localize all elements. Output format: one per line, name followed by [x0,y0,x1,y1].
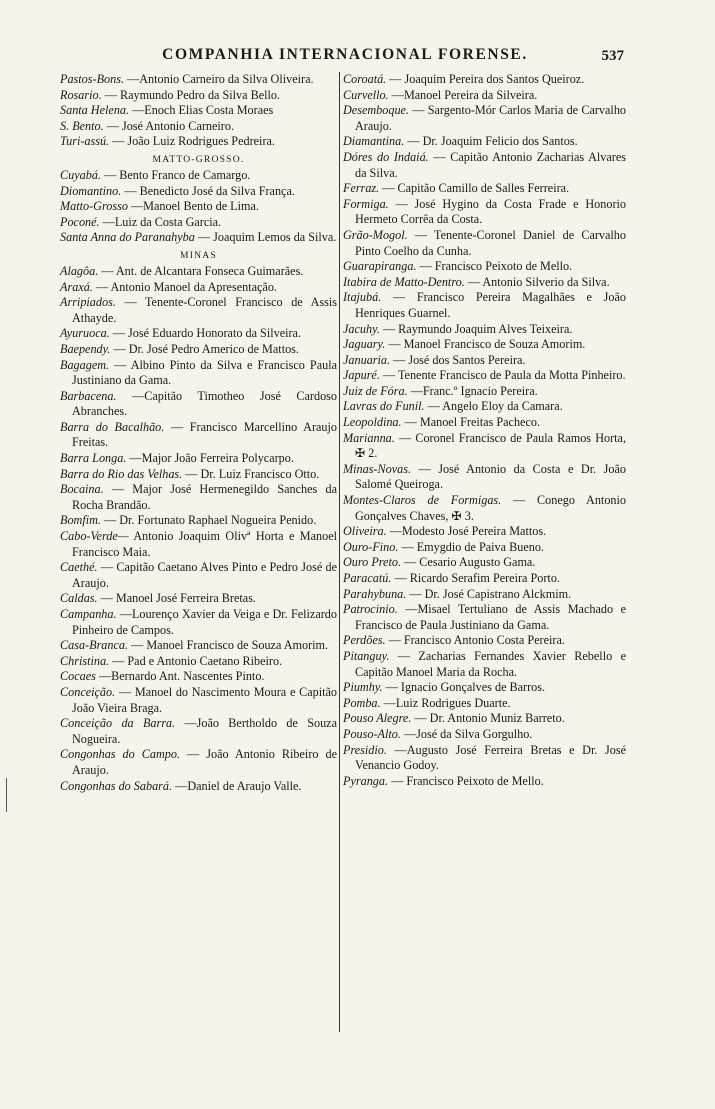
entry-place: Congonhas do Sabará. [60,778,173,793]
entry-names: — Dr. José Pedro Americo de Mattos. [113,341,299,356]
entry-place: Grão-Mogol. [343,227,408,242]
entry-names: — Pad e Antonio Caetano Ribeiro. [112,653,283,668]
entry-place: Ouro Preto. [343,555,401,570]
entry-names: — Ant. de Alcantara Fonseca Guimarães. [101,263,304,278]
directory-entry [60,280,337,296]
entry-place: Pitanguy. [343,648,390,663]
directory-entry [60,230,337,246]
entry-place: Turi-assú. [60,134,110,149]
entry-names: —Capitão Timotheo José Cardoso Abranches. [72,388,338,419]
entry-names: — Manoel do Nascimento Moura e Capitão João Vieira Braga. [72,684,338,715]
entry-place: Jaguary. [343,337,386,352]
entry-names: — Emygdio de Paiva Bueno. [401,539,544,554]
directory-entry [60,389,337,420]
entry-place: Coroatá. [343,72,387,86]
directory-entry [60,467,337,483]
entry-place: Cabo-Verde— [60,529,129,544]
entry-names: — Francisco Marcellino Araujo Freitas. [72,419,338,450]
directory-entry [60,295,337,326]
directory-entry [60,779,337,795]
entry-place: Montes-Claros de Formigas. [343,493,502,508]
entry-place: Diomantino. [60,183,122,198]
directory-entry [343,368,626,384]
directory-entry [60,168,337,184]
directory-entry [343,555,626,571]
page-number: 537 [601,48,624,64]
directory-entry [343,103,626,134]
directory-entry [60,747,337,778]
directory-entry [60,215,337,231]
entry-place: Ferraz. [343,181,380,196]
directory-entry [343,181,626,197]
entry-place: Santa Anna do Paranahyba [60,230,195,245]
directory-entry [60,669,337,685]
entry-names: — Cesario Augusto Gama. [404,555,536,570]
entry-place: Pastos-Bons. [60,72,124,86]
entry-place: Juiz de Fóra. [343,383,408,398]
entry-names: — Dr. Fortunato Raphael Nogueira Penido. [104,513,317,528]
directory-entry [343,680,626,696]
entry-place: Minas-Novas. [343,461,412,476]
entry-place: Pyranga. [343,773,389,788]
entry-names: — Benedicto José da Silva França. [124,183,295,198]
entry-names: — Tenente Francisco de Paula da Motta Pinheiro. [382,368,626,383]
directory-entry [60,513,337,529]
entry-place: Barbacena. [60,388,117,403]
section-heading: MATTO-GROSSO. [152,153,245,165]
entry-names: — Manoel Francisco de Souza Amorim. [388,337,586,352]
entry-place: Leopoldina. [343,415,402,430]
entry-names: — José Eduardo Honorato da Silveira. [112,326,301,341]
entry-place: Bagagem. [60,357,110,372]
entry-names: — João Luiz Rodrigues Pedreira. [112,134,275,149]
entry-place: Dóres do Indaiá. [343,149,429,164]
right-column [343,72,626,789]
directory-entry [343,540,626,556]
entry-names: —Luiz da Costa Garcia. [102,214,222,229]
directory-entry [60,264,337,280]
entry-place: Baependy. [60,341,111,356]
entry-place: Januaria. [343,352,391,367]
entry-place: Guarapiranga. [343,259,417,274]
directory-entry [60,420,337,451]
directory-entry [343,727,626,743]
directory-entry [60,119,337,135]
entry-names: —Major João Ferreira Polycarpo. [129,451,294,466]
entry-place: Perdões. [343,633,386,648]
entry-place: Formiga. [343,196,389,211]
entry-names: —José da Silva Gorgulho. [403,726,533,741]
entry-place: Paracatú. [343,571,392,585]
entry-names: — Tenente-Coronel Francisco de Assis Athayde. [72,295,337,325]
directory-entry [343,384,626,400]
entry-place: Oliveira. [343,524,387,539]
directory-entry [343,633,626,649]
directory-entry [60,184,337,200]
margin-mark [6,778,7,812]
entry-place: Jacuhy. [343,321,380,336]
entry-names: —Enoch Elias Costa Moraes [132,103,274,118]
entry-names: — Capitão Antonio Zacharias Alvares da Silva. [355,149,626,180]
directory-entry [343,524,626,540]
entry-place: S. Bento. [60,118,104,133]
entry-names: — Francisco Pereira Magalhães e João Henriques Guarnel. [355,290,626,320]
entry-place: Parahybuna. [343,586,407,601]
entry-names: — Dr. Joaquim Felicio dos Santos. [407,134,578,149]
entry-names: Antonio Joaquim Olivª Horta e Manoel Francisco Maia. [72,529,338,559]
directory-entry [60,716,337,747]
page-title: COMPANHIA INTERNACIONAL FORENSE. [162,46,528,63]
directory-entry [343,743,626,774]
entry-names: — Albino Pinto da Silva e Francisco Paula Justiniano da Gama. [72,357,338,388]
directory-entry [343,228,626,259]
directory-entry [343,72,626,88]
entry-place: Barra do Rio das Velhas. [60,466,183,481]
entry-names: — Conego Antonio Gonçalves Chaves, ✠ 3. [355,493,626,523]
entry-place: Congonhas do Campo. [60,747,181,762]
directory-entry [60,482,337,513]
directory-entry [343,134,626,150]
entry-names: — Francisco Peixoto de Mello. [391,773,544,788]
entry-names: — Tenente-Coronel Daniel de Carvalho Pinto Coelho da Cunha. [355,227,626,258]
entry-names: — Dr. Luiz Francisco Otto. [185,466,320,481]
entry-place: Presidio. [343,742,387,757]
directory-entry [343,649,626,680]
left-column [60,72,337,794]
directory-entry [343,197,626,228]
entry-names: — Ricardo Serafim Pereira Porto. [394,571,560,585]
entry-place: Itajubá. [343,290,382,305]
directory-entry [60,72,337,88]
entry-names: —João Bertholdo de Souza Nogueira. [72,716,337,746]
entry-names: — Francisco Antonio Costa Pereira. [388,633,565,648]
entry-names: — Raymundo Pedro da Silva Bello. [104,87,281,102]
directory-entry [343,462,626,493]
entry-place: Barra do Bacalhão. [60,419,165,434]
entry-place: Campanha. [60,607,117,621]
entry-names: —Antonio Carneiro da Silva Oliveira. [127,72,314,86]
directory-entry [60,638,337,654]
directory-entry [343,150,626,181]
entry-place: Pouso-Alto. [343,726,401,741]
directory-entry [60,654,337,670]
entry-names: —Modesto José Pereira Mattos. [389,524,547,539]
entry-names: — Zacharias Fernandes Xavier Rebello e Capitão Manoel Maria da Rocha. [355,648,626,679]
directory-entry [60,685,337,716]
entry-place: Christina. [60,653,110,668]
entry-names: — Dr. Antonio Muniz Barreto. [414,711,565,726]
entry-place: Japuré. [343,368,380,383]
entry-names: — Major José Hermenegildo Sanches da Rocha Brandão. [72,482,337,512]
entry-names: —Misael Tertuliano de Assis Machado e Francisco de Paula Justiniano da Gama. [355,602,626,632]
directory-entry [343,431,626,462]
entry-place: Patrocinio. [343,602,398,617]
directory-entry [60,591,337,607]
entry-place: Ouro-Fino. [343,539,399,554]
entry-names: — Francisco Peixoto de Mello. [419,259,573,274]
entry-names: — Ignacio Gonçalves de Barros. [385,680,546,695]
directory-entry [343,571,626,587]
entry-place: Marianna. [343,430,395,445]
section-heading: MINAS [180,249,217,261]
entry-names: — Capitão Caetano Alves Pinto e Pedro José de Araujo. [72,560,338,590]
entry-place: Matto-Grosso [60,199,128,214]
entry-names: — Manoel Francisco de Souza Amorim. [131,638,329,653]
directory-entry [60,103,337,119]
directory-entry [343,322,626,338]
entry-names: — Dr. José Capistrano Alckmim. [409,586,572,601]
entry-names: —Augusto José Ferreira Bretas e Dr. José Venancio Godoy. [355,742,626,773]
entry-names: — Manoel Freitas Pacheco. [404,415,541,430]
directory-entry [60,451,337,467]
directory-entry [343,353,626,369]
entry-names: — Angelo Eloy da Camara. [427,399,563,414]
entry-place: Arripiados. [60,295,116,310]
directory-entry [60,199,337,215]
directory-entry [60,326,337,342]
directory-entry [60,560,337,591]
entry-names: — Sargento-Mór Carlos Maria de Carvalho Araujo. [355,103,627,133]
entry-names: — José dos Santos Pereira. [393,352,526,367]
entry-names: — Bento Franco de Camargo. [104,167,251,182]
entry-place: Curvello. [343,87,389,102]
column-divider [339,72,340,1032]
entry-names: — Raymundo Joaquim Alves Teixeira. [382,321,573,336]
entry-place: Casa-Branca. [60,638,129,653]
entry-names: — Manoel José Ferreira Bretas. [100,591,256,606]
entry-place: Itabira de Matto-Dentro. [343,274,465,289]
entry-place: Bomfim. [60,513,101,528]
entry-place: Alagôa. [60,263,99,278]
directory-entry [60,529,337,560]
entry-place: Cocaes [60,669,96,684]
entry-place: Desemboque. [343,103,409,118]
directory-entry [343,275,626,291]
entry-names: — Joaquim Pereira dos Santos Queiroz. [389,72,585,86]
directory-entry [60,342,337,358]
entry-names: — Joaquim Lemos da Silva. [197,230,337,245]
directory-entry [60,134,337,150]
entry-names: —Daniel de Araujo Valle. [175,778,302,793]
entry-names: —Manoel Bento de Lima. [130,199,259,214]
entry-names: — José Antonio da Costa e Dr. João Salomé Queiroga. [355,461,626,492]
entry-names: — Coronel Francisco de Paula Ramos Horta, ✠ 2. [355,430,626,461]
entry-place: Rosario. [60,87,102,102]
entry-place: Piumhy. [343,680,383,695]
entry-place: Lavras do Funil. [343,399,425,414]
directory-entry [343,290,626,321]
directory-entry [60,88,337,104]
directory-entry [343,88,626,104]
entry-place: Barra Longa. [60,451,127,466]
directory-entry [343,415,626,431]
entry-place: Bocaina. [60,482,104,497]
directory-entry [343,696,626,712]
directory-entry [60,607,337,638]
entry-place: Caethé. [60,560,98,575]
directory-entry [60,358,337,389]
entry-place: Cuyabá. [60,167,101,182]
directory-entry [343,259,626,275]
entry-names: — José Antonio Carneiro. [106,118,234,133]
directory-entry [343,711,626,727]
directory-entry [343,399,626,415]
entry-names: — Antonio Manoel da Apresentação. [95,279,277,294]
entry-place: Santa Helena. [60,103,130,118]
entry-names: —Lourenço Xavier da Veiga e Dr. Felizardo Pinheiro de Campos. [72,607,337,637]
entry-place: Caldas. [60,591,98,606]
directory-entry [343,587,626,603]
entry-names: — Capitão Camillo de Salles Ferreira. [382,181,570,196]
entry-names: —Bernardo Ant. Nascentes Pinto. [98,669,265,684]
entry-names: — João Antonio Ribeiro de Araujo. [72,747,337,777]
entry-names: —Franc.º Ignacio Pereira. [410,383,538,398]
entry-place: Diamantina. [343,134,405,149]
directory-entry [343,774,626,790]
entry-place: Ayuruoca. [60,326,110,341]
entry-place: Poconé. [60,214,100,229]
directory-entry [343,602,626,633]
entry-place: Conceição da Barra. [60,716,176,731]
page-header [60,46,640,70]
directory-entry [343,337,626,353]
entry-names: —Luiz Rodrigues Duarte. [383,695,511,710]
entry-names: —Manoel Pereira da Silveira. [391,87,538,102]
entry-place: Araxá. [60,279,93,294]
entry-place: Pomba. [343,695,381,710]
entry-place: Pouso Alegre. [343,711,412,726]
entry-names: — Antonio Silverio da Silva. [467,274,610,289]
entry-place: Conceição. [60,684,116,699]
entry-names: — José Hygino da Costa Frade e Honorio Hermeto Corrêa da Costa. [355,196,626,227]
directory-entry [343,493,626,524]
